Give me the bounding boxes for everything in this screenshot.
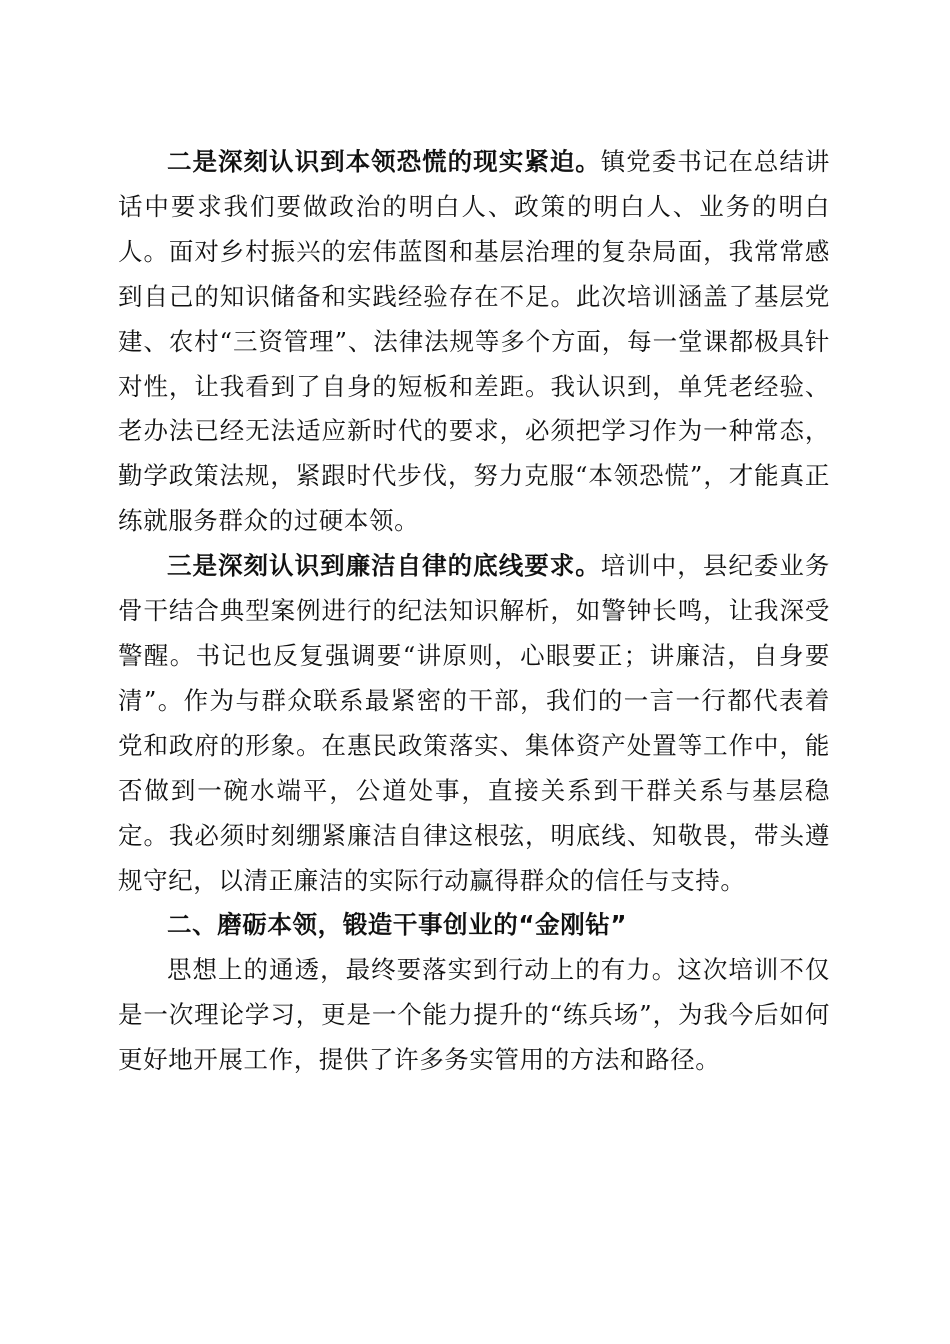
section-heading: 二、磨砺本领，锻造干事创业的“金刚钻”	[167, 910, 628, 940]
paragraph-skills-urgency	[118, 140, 830, 544]
paragraph-lead: 三是深刻认识到廉洁自律的底线要求。	[167, 551, 601, 581]
document-body	[118, 140, 830, 1083]
paragraph-lead: 二是深刻认识到本领恐慌的现实紧迫。	[167, 147, 601, 176]
paragraph-text: 培训中，县纪委业务骨干结合典型案例进行的纪法知识解析，如警钟长鸣，让我深受警醒。书记也反复强调要“讲原则，心眼要正；讲廉洁，自身要清”。作为与群众联系最紧密的干部，我们的一言一行都代表着党和政府的形象。在惠民政策落实、集体资产处置等工作中，能否做到一碗水端平，公道处事，直接关系到干群关系与基层稳定。我必须时刻绷紧廉洁自律这根弦，明底线、知敬畏，带头遵规守纪，以清正廉洁的实际行动赢得群众的信任与支持。	[118, 551, 830, 895]
paragraph-text: 镇党委书记在总结讲话中要求我们要做政治的明白人、政策的明白人、业务的明白人。面对乡村振兴的宏伟蓝图和基层治理的复杂局面，我常常感到自己的知识储备和实践经验存在不足。此次培训涵盖了基层党建、农村“三资管理”、法律法规等多个方面，每一堂课都极具针对性，让我看到了自身的短板和差距。我认识到，单凭老经验、老办法已经无法适应新时代的要求，必须把学习作为一种常态，勤学政策法规，紧跟时代步伐，努力克服“本领恐慌”，才能真正练就服务群众的过硬本领。	[118, 147, 830, 536]
paragraph-integrity	[118, 544, 830, 903]
paragraph-closing: 思想上的通透，最终要落实到行动上的有力。这次培训不仅是一次理论学习，更是一个能力提升的“练兵场”，为我今后如何更好地开展工作，提供了许多务实管用的方法和路径。	[118, 955, 830, 1075]
